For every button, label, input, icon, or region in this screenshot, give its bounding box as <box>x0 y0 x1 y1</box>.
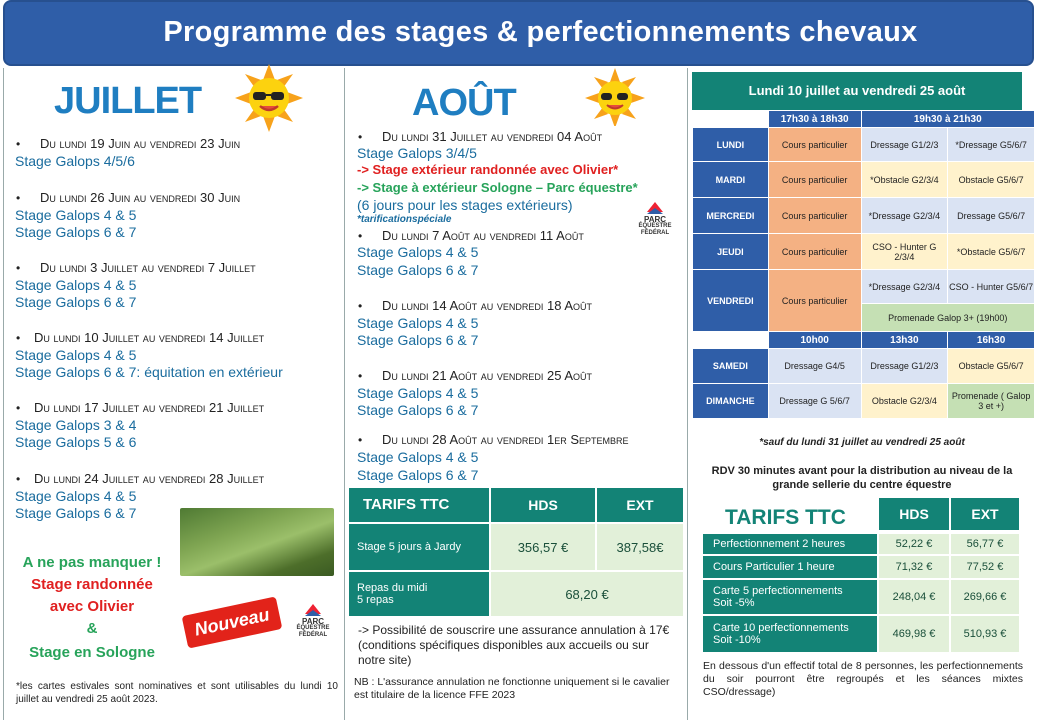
mardi-slot-2: *Obstacle G2/3/4 <box>861 162 948 198</box>
perf-row-label: Carte 5 perfectionnements Soit -5% <box>703 580 877 614</box>
stage-sologne-line: -> Stage à extérieur Sologne – Parc équestre* <box>357 180 638 195</box>
mercredi-slot-2: *Dressage G2/3/4 <box>861 198 948 234</box>
tarif-stage-label: Stage 5 jours à Jardy <box>349 524 489 570</box>
promo-line-3: avec Olivier <box>49 598 135 615</box>
cours-particulier-cell: Cours particulier <box>768 198 861 234</box>
stage-line: Stage Galops 3 & 4 <box>15 417 137 433</box>
tarifs-ext-header: EXT <box>597 488 683 522</box>
vendredi-slot-3: CSO - Hunter G5/6/7 <box>948 270 1035 304</box>
perf-row-ext: 269,66 € <box>951 580 1019 614</box>
perf-row-hds: 52,22 € <box>879 534 949 554</box>
period-aout-5: • Du lundi 28 Août au vendredi 1er Septembre <box>358 432 629 447</box>
vendredi-slot-2: *Dressage G2/3/4 <box>861 270 948 304</box>
promo-line-4: & <box>86 620 98 637</box>
nb-note: NB : L'assurance annulation ne fonctionne uniquement si le cavalier est titulaire de la licence FFE 2023 <box>354 676 670 701</box>
nouveau-badge: Nouveau <box>182 596 283 648</box>
stage-line: Stage Galops 6 & 7 <box>15 224 137 240</box>
ffe-logo: PARC ÉQUESTRE FÉDÉRAL <box>638 202 672 237</box>
stage-days-line: (6 jours pour les stages extérieurs) <box>357 197 573 213</box>
stage-line: Stage Galops 4 & 5 <box>357 449 479 465</box>
stage-line: Stage Galops 6 & 7 <box>357 262 479 278</box>
day-samedi: SAMEDI <box>693 349 769 384</box>
stage-line: Stage Galops 4 & 5 <box>15 347 137 363</box>
period-juillet-6: • Du lundi 24 Juillet au vendredi 28 Juillet <box>16 471 265 486</box>
effectif-note: En dessous d'un effectif total de 8 personnes, les perfectionnements du soir pourront être regroupés et les séances mixtes CSO/dressage) <box>703 660 1023 698</box>
period-juillet-1: • Du lundi 19 Juin au vendredi 23 Juin <box>16 136 241 151</box>
promo-line-5: Stage en Sologne <box>29 644 155 661</box>
cours-particulier-cell: Cours particulier <box>768 270 861 332</box>
perf-row-hds: 248,04 € <box>879 580 949 614</box>
sun-icon <box>226 62 312 132</box>
tarif-repas-label: Repas du midi 5 repas <box>349 572 489 616</box>
stage-line: Stage Galops 6 & 7 <box>15 294 137 310</box>
rdv-note: RDV 30 minutes avant pour la distribution au niveau de la grande sellerie du centre équestre <box>711 465 1013 491</box>
tarifs-hds-header: HDS <box>491 488 595 522</box>
dimanche-slot-1: Dressage G 5/6/7 <box>768 384 861 419</box>
stage-line: Stage Galops 6 & 7 <box>357 332 479 348</box>
month-title-aout: AOÛT <box>412 82 516 124</box>
perf-row-label: Cours Particulier 1 heure <box>703 556 877 578</box>
dimanche-slot-2: Obstacle G2/3/4 <box>861 384 948 419</box>
stage-line: Stage Galops 3/4/5 <box>357 145 477 161</box>
tarif-stage-hds: 356,57 € <box>491 524 595 570</box>
cours-particulier-cell: Cours particulier <box>768 128 861 162</box>
stage-line: Stage Galops 6 & 7 <box>357 402 479 418</box>
lundi-slot-3: *Dressage G5/6/7 <box>948 128 1035 162</box>
slot-header-1: 17h30 à 18h30 <box>768 111 861 128</box>
cours-particulier-cell: Cours particulier <box>768 234 861 270</box>
stage-line: Stage Galops 4 & 5 <box>15 488 137 504</box>
perf-row-ext: 56,77 € <box>951 534 1019 554</box>
period-juillet-3: • Du lundi 3 Juillet au vendredi 7 Juillet <box>16 260 256 275</box>
exception-note: *sauf du lundi 31 juillet au vendredi 25 août <box>759 437 965 448</box>
stage-line: Stage Galops 4 & 5 <box>15 277 137 293</box>
lundi-slot-2: Dressage G1/2/3 <box>861 128 948 162</box>
tarif-repas-price: 68,20 € <box>491 572 683 616</box>
day-mercredi: MERCREDI <box>693 198 769 234</box>
jeudi-slot-2: CSO - Hunter G 2/3/4 <box>861 234 948 270</box>
samedi-slot-2: Dressage G1/2/3 <box>861 349 948 384</box>
perf-row-hds: 469,98 € <box>879 616 949 652</box>
period-juillet-2: • Du lundi 26 Juin au vendredi 30 Juin <box>16 190 241 205</box>
perf-row-hds: 71,32 € <box>879 556 949 578</box>
period-aout-1: • Du lundi 31 Juillet au vendredi 04 Août <box>358 129 603 144</box>
perf-row-ext: 510,93 € <box>951 616 1019 652</box>
stage-line: Stage Galops 6 & 7 <box>357 467 479 483</box>
period-aout-3: • Du lundi 14 Août au vendredi 18 Août <box>358 298 593 313</box>
stage-line: Stage Galops 4/5/6 <box>15 153 135 169</box>
dimanche-slot-3: Promenade ( Galop 3 et +) <box>948 384 1035 419</box>
period-juillet-5: • Du lundi 17 Juillet au vendredi 21 Juillet <box>16 400 265 415</box>
jeudi-slot-3: *Obstacle G5/6/7 <box>948 234 1035 270</box>
perf-row-label: Carte 10 perfectionnements Soit -10% <box>703 616 877 652</box>
day-dimanche: DIMANCHE <box>693 384 769 419</box>
planning-table <box>692 110 1035 419</box>
footnote-cartes: *les cartes estivales sont nominatives et sont utilisables du lundi 10 juillet au vendredi 25 août 2023. <box>16 681 338 705</box>
slot-header-2: 19h30 à 21h30 <box>861 111 1035 128</box>
perf-row-label: Perfectionnement 2 heures <box>703 534 877 554</box>
samedi-slot-3: Obstacle G5/6/7 <box>948 349 1035 384</box>
day-jeudi: JEUDI <box>693 234 769 270</box>
perf-ext-header: EXT <box>951 498 1019 530</box>
sun-icon <box>578 66 652 126</box>
day-mardi: MARDI <box>693 162 769 198</box>
we-header-3: 16h30 <box>948 332 1035 349</box>
ffe-logo: PARC ÉQUESTRE FÉDÉRAL <box>296 604 330 639</box>
month-title-juillet: JUILLET <box>54 80 202 122</box>
period-juillet-4: • Du lundi 10 Juillet au vendredi 14 Juillet <box>16 330 265 345</box>
planning-title: Lundi 10 juillet au vendredi 25 août <box>692 72 1022 110</box>
period-aout-2: • Du lundi 7 Août au vendredi 11 Août <box>358 228 584 243</box>
promo-line-2: Stage randonnée <box>31 576 153 593</box>
mercredi-slot-3: Dressage G5/6/7 <box>948 198 1035 234</box>
stage-randonnee-line: -> Stage extérieur randonnée avec Olivier* <box>357 162 619 177</box>
promo-line-1: A ne pas manquer ! <box>22 554 162 571</box>
cours-particulier-cell: Cours particulier <box>768 162 861 198</box>
we-header-2: 13h30 <box>861 332 948 349</box>
page-header <box>3 0 1034 66</box>
stage-line: Stage Galops 4 & 5 <box>357 315 479 331</box>
samedi-slot-1: Dressage G4/5 <box>768 349 861 384</box>
stage-line: Stage Galops 6 & 7 <box>15 505 137 521</box>
perf-hds-header: HDS <box>879 498 949 530</box>
tarif-stage-ext: 387,58€ <box>597 524 683 570</box>
tarification-note: *tarificationspéciale <box>357 214 452 225</box>
aout-column <box>346 68 688 720</box>
page-title: Programme des stages & perfectionnements chevaux <box>163 16 918 48</box>
planning-column <box>689 68 1037 720</box>
perf-row-ext: 77,52 € <box>951 556 1019 578</box>
perf-tarifs-title: TARIFS TTC <box>725 506 846 529</box>
tarifs-title: TARIFS TTC <box>349 488 489 522</box>
day-lundi: LUNDI <box>693 128 769 162</box>
stage-line: Stage Galops 4 & 5 <box>357 244 479 260</box>
insurance-note: -> Possibilité de souscrire une assurance annulation à 17€ (conditions spécifiques disponibles aux accueils ou sur notre site) <box>358 623 670 667</box>
stage-line: Stage Galops 6 & 7: équitation en extérieur <box>15 364 283 380</box>
day-vendredi: VENDREDI <box>693 270 769 332</box>
juillet-column <box>3 68 345 720</box>
mardi-slot-3: Obstacle G5/6/7 <box>948 162 1035 198</box>
stage-line: Stage Galops 5 & 6 <box>15 434 137 450</box>
stage-line: Stage Galops 4 & 5 <box>357 385 479 401</box>
horses-photo <box>180 508 334 576</box>
promenade-cell: Promenade Galop 3+ (19h00) <box>861 304 1035 332</box>
we-header-1: 10h00 <box>768 332 861 349</box>
stage-line: Stage Galops 4 & 5 <box>15 207 137 223</box>
period-aout-4: • Du lundi 21 Août au vendredi 25 Août <box>358 368 593 383</box>
